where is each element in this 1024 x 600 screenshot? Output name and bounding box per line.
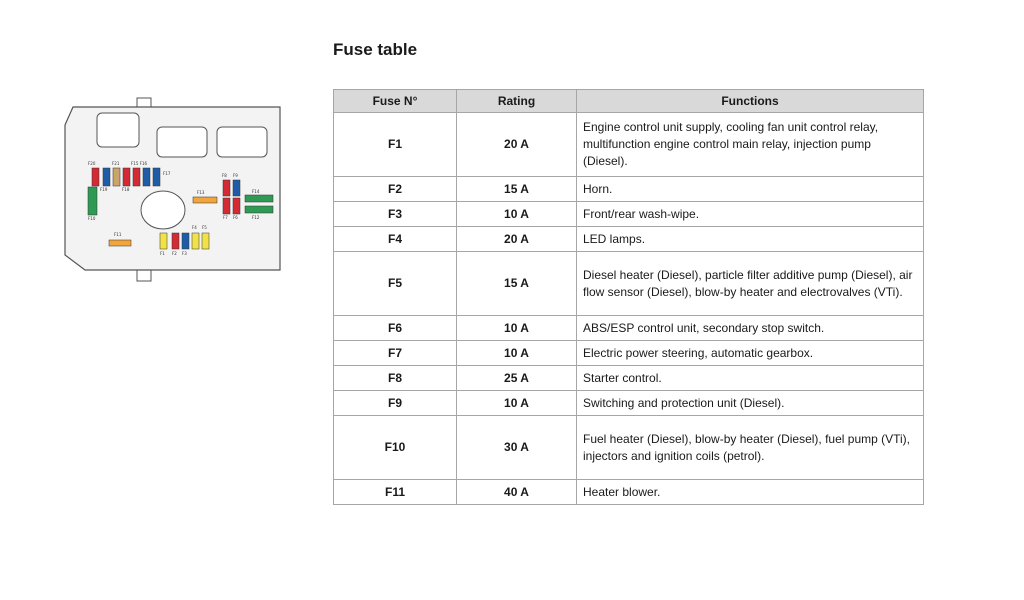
table-row (334, 202, 924, 227)
cell-functions: Heater blower. (577, 480, 924, 505)
cell-rating: 15 A (457, 177, 577, 202)
label-f6: F6 (233, 215, 238, 220)
label-f17: F17 (163, 171, 171, 176)
label-f8: F8 (222, 173, 227, 178)
table-row (334, 341, 924, 366)
label-f10: F10 (88, 216, 96, 221)
cell-functions: ABS/ESP control unit, secondary stop switch. (577, 316, 924, 341)
label-f14: F14 (252, 189, 260, 194)
cell-fuse-no: F3 (334, 202, 457, 227)
label-f20: F20 (88, 161, 96, 166)
fuse-f7 (223, 198, 230, 214)
cell-rating: 20 A (457, 113, 577, 177)
label-f4: F4 (192, 225, 197, 230)
cell-fuse-no: F4 (334, 227, 457, 252)
fuse-f15 (143, 168, 150, 186)
label-f19: F19 (100, 187, 108, 192)
mounting-hole (141, 191, 185, 229)
fuse-f11 (109, 240, 131, 246)
label-f21: F21 (112, 161, 120, 166)
cell-functions: Front/rear wash-wipe. (577, 202, 924, 227)
cell-rating: 10 A (457, 202, 577, 227)
cell-functions: Engine control unit supply, cooling fan unit control relay, multifunction engine control main relay, injection pump (Diesel). (577, 113, 924, 177)
label-f15-f16: F15 F16 (131, 161, 148, 166)
fuse-f17 (153, 168, 160, 186)
page-title: Fuse table (333, 40, 418, 59)
fuse-box-diagram (55, 95, 295, 285)
cell-functions: Switching and protection unit (Diesel). (577, 391, 924, 416)
table-row (334, 366, 924, 391)
table-row (334, 316, 924, 341)
table-row (334, 416, 924, 480)
fuse-f8 (223, 180, 230, 196)
fuse-f16 (133, 168, 140, 186)
cell-fuse-no: F2 (334, 177, 457, 202)
cell-functions: LED lamps. (577, 227, 924, 252)
cell-fuse-no: F10 (334, 416, 457, 480)
table-row (334, 227, 924, 252)
cell-rating: 10 A (457, 316, 577, 341)
fuse-f18-a (113, 168, 120, 186)
fuse-f20 (88, 187, 97, 215)
fuse-f12 (245, 206, 273, 213)
label-f13: F13 (197, 190, 205, 195)
cell-fuse-no: F5 (334, 252, 457, 316)
header-fuse-no: Fuse N° (334, 90, 457, 113)
cell-rating: 40 A (457, 480, 577, 505)
fuse-f4 (192, 233, 199, 249)
table-row (334, 177, 924, 202)
fuse-f3 (182, 233, 189, 249)
cell-fuse-no: F8 (334, 366, 457, 391)
bottom-tab (137, 269, 151, 281)
fuse-f5 (202, 233, 209, 249)
label-f12: F12 (252, 215, 260, 220)
fuse-f14 (245, 195, 273, 202)
cell-rating: 10 A (457, 341, 577, 366)
fuse-f6 (233, 198, 240, 214)
cell-fuse-no: F1 (334, 113, 457, 177)
fuse-f21 (103, 168, 110, 186)
header-functions: Functions (577, 90, 924, 113)
fuse-table (333, 89, 924, 505)
label-f7: F7 (223, 215, 228, 220)
relay-slot-3 (217, 127, 267, 157)
label-f11: F11 (114, 232, 122, 237)
label-f2: F2 (172, 251, 177, 256)
table-header-row (334, 90, 924, 113)
cell-rating: 30 A (457, 416, 577, 480)
cell-fuse-no: F6 (334, 316, 457, 341)
relay-slot-2 (157, 127, 207, 157)
cell-functions: Starter control. (577, 366, 924, 391)
cell-rating: 20 A (457, 227, 577, 252)
table-row (334, 113, 924, 177)
fuse-f18-b (123, 168, 130, 186)
relay-slot-1 (97, 113, 139, 147)
header-rating: Rating (457, 90, 577, 113)
cell-rating: 15 A (457, 252, 577, 316)
fuse-f2 (172, 233, 179, 249)
cell-functions: Horn. (577, 177, 924, 202)
fuse-f1 (160, 233, 167, 249)
table-row (334, 252, 924, 316)
label-f5: F5 (202, 225, 207, 230)
cell-functions: Diesel heater (Diesel), particle filter additive pump (Diesel), air flow sensor (Diesel), blow-by heater and electrovalves (VTi). (577, 252, 924, 316)
label-f3: F3 (182, 251, 187, 256)
cell-functions: Electric power steering, automatic gearbox. (577, 341, 924, 366)
cell-fuse-no: F7 (334, 341, 457, 366)
label-f1: F1 (160, 251, 165, 256)
cell-rating: 10 A (457, 391, 577, 416)
fuse-f9 (233, 180, 240, 196)
cell-fuse-no: F11 (334, 480, 457, 505)
label-f18: F18 (122, 187, 130, 192)
cell-functions: Fuel heater (Diesel), blow-by heater (Diesel), fuel pump (VTi), injectors and ignition coils (petrol). (577, 416, 924, 480)
cell-rating: 25 A (457, 366, 577, 391)
fuse-f19 (92, 168, 99, 186)
label-f9: F9 (233, 173, 238, 178)
cell-fuse-no: F9 (334, 391, 457, 416)
table-row (334, 391, 924, 416)
table-row (334, 480, 924, 505)
fuse-f13 (193, 197, 217, 203)
